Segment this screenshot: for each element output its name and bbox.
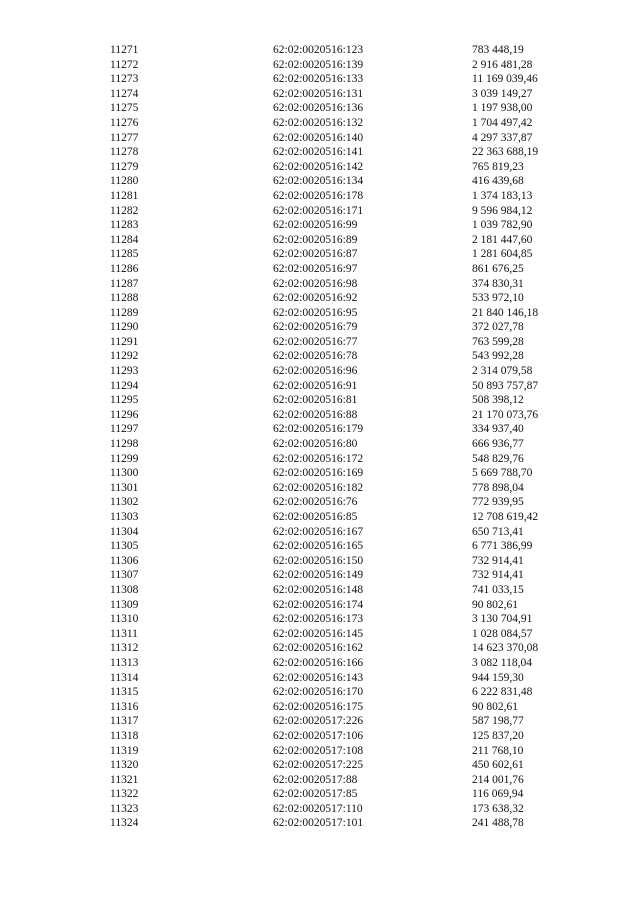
cadastral-number: 62:02:0020516:133 bbox=[273, 73, 364, 86]
cadastral-number: 62:02:0020516:97 bbox=[273, 262, 358, 275]
table-row bbox=[110, 758, 612, 773]
table-row bbox=[110, 43, 612, 58]
cadastral-number: 62:02:0020516:148 bbox=[273, 583, 364, 596]
cadastral-value: 2 181 447,60 bbox=[472, 233, 533, 246]
cadastral-value: 450 602,61 bbox=[472, 759, 524, 772]
table-row bbox=[110, 131, 612, 146]
row-number: 11319 bbox=[110, 744, 139, 757]
row-number: 11271 bbox=[110, 44, 139, 56]
cadastral-value: 666 936,77 bbox=[472, 438, 524, 451]
cadastral-number: 62:02:0020516:92 bbox=[273, 292, 358, 305]
cadastral-number: 62:02:0020516:162 bbox=[273, 642, 364, 655]
table-row bbox=[110, 554, 612, 569]
row-number: 11308 bbox=[110, 583, 139, 596]
table-row bbox=[110, 145, 612, 160]
cadastral-value: 3 130 704,91 bbox=[472, 613, 533, 626]
table-row bbox=[110, 335, 612, 350]
cadastral-value: 3 039 149,27 bbox=[472, 87, 533, 100]
row-number: 11323 bbox=[110, 802, 139, 815]
row-number: 11284 bbox=[110, 233, 139, 246]
cadastral-number: 62:02:0020516:172 bbox=[273, 452, 364, 465]
table-row bbox=[110, 306, 612, 321]
cadastral-number: 62:02:0020516:91 bbox=[273, 379, 358, 392]
cadastral-number: 62:02:0020516:179 bbox=[273, 423, 364, 436]
cadastral-value: 543 992,28 bbox=[472, 350, 524, 363]
cadastral-value: 548 829,76 bbox=[472, 452, 524, 465]
cadastral-number: 62:02:0020517:108 bbox=[273, 744, 364, 757]
row-number: 11315 bbox=[110, 686, 139, 699]
table-row bbox=[110, 568, 612, 583]
table-row bbox=[110, 641, 612, 656]
cadastral-value: 416 439,68 bbox=[472, 175, 524, 188]
row-number: 11282 bbox=[110, 204, 139, 217]
cadastral-number: 62:02:0020516:182 bbox=[273, 481, 364, 494]
cadastral-number: 62:02:0020517:88 bbox=[273, 773, 358, 786]
cadastral-value: 765 819,23 bbox=[472, 160, 524, 173]
table-row bbox=[110, 627, 612, 642]
row-number: 11294 bbox=[110, 379, 139, 392]
cadastral-number: 62:02:0020516:80 bbox=[273, 438, 358, 451]
row-number: 11322 bbox=[110, 788, 139, 801]
cadastral-value: 125 837,20 bbox=[472, 729, 524, 742]
table-row bbox=[110, 700, 612, 715]
cadastral-value: 6 771 386,99 bbox=[472, 540, 533, 553]
row-number: 11273 bbox=[110, 73, 139, 86]
cadastral-number: 62:02:0020516:140 bbox=[273, 131, 364, 144]
cadastral-number: 62:02:0020516:96 bbox=[273, 365, 358, 378]
table-row bbox=[110, 408, 612, 423]
cadastral-value: 12 708 619,42 bbox=[472, 511, 539, 523]
cadastral-value: 650 713,41 bbox=[472, 525, 524, 538]
row-number: 11302 bbox=[110, 496, 139, 509]
table-row bbox=[110, 320, 612, 335]
cadastral-number: 62:02:0020516:165 bbox=[273, 540, 364, 553]
row-number: 11313 bbox=[110, 656, 139, 669]
cadastral-number: 62:02:0020516:169 bbox=[273, 467, 364, 480]
table-row bbox=[110, 685, 612, 700]
cadastral-number: 62:02:0020516:88 bbox=[273, 408, 358, 421]
row-number: 11311 bbox=[110, 627, 138, 640]
row-number: 11318 bbox=[110, 729, 139, 742]
cadastral-value: 173 638,32 bbox=[472, 802, 524, 815]
row-number: 11324 bbox=[110, 817, 139, 830]
cadastral-number: 62:02:0020516:131 bbox=[273, 87, 364, 100]
row-number: 11316 bbox=[110, 700, 139, 713]
cadastral-number: 62:02:0020517:101 bbox=[273, 817, 364, 830]
cadastral-value: 1 028 084,57 bbox=[472, 627, 533, 640]
cadastral-value: 778 898,04 bbox=[472, 481, 524, 494]
cadastral-number: 62:02:0020516:150 bbox=[273, 554, 364, 567]
table-row bbox=[110, 116, 612, 131]
table-row bbox=[110, 422, 612, 437]
table-row bbox=[110, 466, 612, 481]
table-row bbox=[110, 481, 612, 496]
row-number: 11297 bbox=[110, 423, 139, 436]
row-number: 11287 bbox=[110, 277, 139, 290]
cadastral-number: 62:02:0020516:87 bbox=[273, 248, 358, 261]
row-number: 11317 bbox=[110, 715, 139, 728]
cadastral-number: 62:02:0020516:95 bbox=[273, 306, 358, 319]
table-row bbox=[110, 72, 612, 87]
table-row bbox=[110, 729, 612, 744]
row-number: 11321 bbox=[110, 773, 139, 786]
table-row bbox=[110, 379, 612, 394]
row-number: 11299 bbox=[110, 452, 139, 465]
cadastral-number: 62:02:0020517:226 bbox=[273, 715, 364, 728]
table-row bbox=[110, 87, 612, 102]
table-row bbox=[110, 277, 612, 292]
cadastral-number: 62:02:0020516:178 bbox=[273, 189, 364, 202]
cadastral-number: 62:02:0020516:139 bbox=[273, 58, 364, 71]
table-row bbox=[110, 291, 612, 306]
cadastral-value: 944 159,30 bbox=[472, 671, 524, 684]
cadastral-value: 5 669 788,70 bbox=[472, 467, 533, 480]
cadastral-number: 62:02:0020516:145 bbox=[273, 627, 364, 640]
table-row bbox=[110, 816, 612, 831]
cadastral-number: 62:02:0020516:81 bbox=[273, 394, 358, 407]
table-row bbox=[110, 495, 612, 510]
table-row bbox=[110, 612, 612, 627]
row-number: 11278 bbox=[110, 146, 139, 159]
table-row bbox=[110, 437, 612, 452]
cadastral-number: 62:02:0020516:136 bbox=[273, 102, 364, 115]
table-row bbox=[110, 58, 612, 73]
cadastral-value: 1 704 497,42 bbox=[472, 116, 533, 129]
cadastral-value: 508 398,12 bbox=[472, 394, 524, 407]
cadastral-value-table bbox=[110, 43, 612, 831]
row-number: 11291 bbox=[110, 335, 139, 348]
table-row bbox=[110, 598, 612, 613]
row-number: 11306 bbox=[110, 554, 139, 567]
cadastral-number: 62:02:0020516:99 bbox=[273, 219, 358, 232]
cadastral-number: 62:02:0020516:170 bbox=[273, 686, 364, 699]
table-row bbox=[110, 583, 612, 598]
cadastral-value: 21 840 146,18 bbox=[472, 306, 539, 319]
cadastral-value: 4 297 337,87 bbox=[472, 131, 533, 144]
row-number: 11290 bbox=[110, 321, 139, 334]
cadastral-value: 741 033,15 bbox=[472, 583, 524, 596]
cadastral-number: 62:02:0020517:225 bbox=[273, 759, 364, 772]
cadastral-value: 372 027,78 bbox=[472, 321, 524, 334]
table-row bbox=[110, 160, 612, 175]
row-number: 11300 bbox=[110, 467, 139, 480]
cadastral-value: 9 596 984,12 bbox=[472, 204, 533, 217]
row-number: 11279 bbox=[110, 160, 139, 173]
row-number: 11310 bbox=[110, 613, 139, 626]
row-number: 11295 bbox=[110, 394, 139, 407]
row-number: 11275 bbox=[110, 102, 139, 115]
cadastral-value: 6 222 831,48 bbox=[472, 686, 533, 699]
table-row bbox=[110, 349, 612, 364]
row-number: 11289 bbox=[110, 306, 139, 319]
cadastral-number: 62:02:0020516:167 bbox=[273, 525, 364, 538]
cadastral-number: 62:02:0020516:141 bbox=[273, 146, 364, 159]
table-row bbox=[110, 101, 612, 116]
cadastral-value: 21 170 073,76 bbox=[472, 408, 539, 421]
row-number: 11288 bbox=[110, 292, 139, 305]
table-row bbox=[110, 656, 612, 671]
cadastral-number: 62:02:0020516:79 bbox=[273, 321, 358, 334]
cadastral-number: 62:02:0020516:173 bbox=[273, 613, 364, 626]
row-number: 11312 bbox=[110, 642, 139, 655]
cadastral-value: 22 363 688,19 bbox=[472, 146, 539, 159]
cadastral-number: 62:02:0020517:85 bbox=[273, 788, 358, 801]
cadastral-value: 241 488,78 bbox=[472, 817, 524, 830]
cadastral-value: 732 914,41 bbox=[472, 554, 524, 567]
cadastral-number: 62:02:0020516:143 bbox=[273, 671, 364, 684]
table-row bbox=[110, 393, 612, 408]
row-number: 11301 bbox=[110, 481, 139, 494]
cadastral-value: 90 802,61 bbox=[472, 598, 518, 611]
row-number: 11293 bbox=[110, 365, 139, 378]
table-body bbox=[110, 43, 612, 831]
cadastral-number: 62:02:0020516:77 bbox=[273, 335, 358, 348]
row-number: 11285 bbox=[110, 248, 139, 261]
table-row bbox=[110, 247, 612, 262]
cadastral-number: 62:02:0020517:106 bbox=[273, 729, 364, 742]
cadastral-value: 861 676,25 bbox=[472, 262, 524, 275]
cadastral-number: 62:02:0020516:76 bbox=[273, 496, 358, 509]
row-number: 11305 bbox=[110, 540, 139, 553]
cadastral-value: 783 448,19 bbox=[472, 44, 524, 56]
table-row bbox=[110, 510, 612, 525]
row-number: 11272 bbox=[110, 58, 139, 71]
table-row bbox=[110, 364, 612, 379]
cadastral-number: 62:02:0020517:110 bbox=[273, 802, 363, 815]
table-row bbox=[110, 189, 612, 204]
table-row bbox=[110, 233, 612, 248]
cadastral-number: 62:02:0020516:134 bbox=[273, 175, 364, 188]
table-row bbox=[110, 671, 612, 686]
cadastral-value: 214 001,76 bbox=[472, 773, 524, 786]
cadastral-value: 1 374 183,13 bbox=[472, 189, 533, 202]
cadastral-number: 62:02:0020516:89 bbox=[273, 233, 358, 246]
cadastral-number: 62:02:0020516:98 bbox=[273, 277, 358, 290]
cadastral-value: 334 937,40 bbox=[472, 423, 524, 436]
cadastral-value: 2 916 481,28 bbox=[472, 58, 533, 71]
row-number: 11280 bbox=[110, 175, 139, 188]
table-row bbox=[110, 802, 612, 817]
cadastral-value: 587 198,77 bbox=[472, 715, 524, 728]
cadastral-number: 62:02:0020516:174 bbox=[273, 598, 364, 611]
row-number: 11286 bbox=[110, 262, 139, 275]
cadastral-number: 62:02:0020516:171 bbox=[273, 204, 364, 217]
cadastral-value: 374 830,31 bbox=[472, 277, 524, 290]
cadastral-value: 533 972,10 bbox=[472, 292, 524, 305]
table-row bbox=[110, 174, 612, 189]
row-number: 11304 bbox=[110, 525, 139, 538]
table-row bbox=[110, 787, 612, 802]
cadastral-number: 62:02:0020516:149 bbox=[273, 569, 364, 582]
row-number: 11303 bbox=[110, 511, 139, 523]
cadastral-value: 50 893 757,87 bbox=[472, 379, 539, 392]
cadastral-value: 2 314 079,58 bbox=[472, 365, 533, 378]
cadastral-number: 62:02:0020516:142 bbox=[273, 160, 364, 173]
row-number: 11283 bbox=[110, 219, 139, 232]
table-row bbox=[110, 452, 612, 467]
cadastral-number: 62:02:0020516:175 bbox=[273, 700, 364, 713]
cadastral-number: 62:02:0020516:78 bbox=[273, 350, 358, 363]
cadastral-value: 3 082 118,04 bbox=[472, 656, 532, 669]
row-number: 11307 bbox=[110, 569, 139, 582]
row-number: 11298 bbox=[110, 438, 139, 451]
cadastral-value: 11 169 039,46 bbox=[472, 73, 538, 86]
table-row bbox=[110, 539, 612, 554]
row-number: 11296 bbox=[110, 408, 139, 421]
cadastral-value: 1 281 604,85 bbox=[472, 248, 533, 261]
row-number: 11274 bbox=[110, 87, 139, 100]
row-number: 11292 bbox=[110, 350, 139, 363]
cadastral-value: 90 802,61 bbox=[472, 700, 518, 713]
table-row bbox=[110, 773, 612, 788]
row-number: 11320 bbox=[110, 759, 139, 772]
cadastral-number: 62:02:0020516:123 bbox=[273, 44, 364, 56]
table-row bbox=[110, 714, 612, 729]
cadastral-value: 211 768,10 bbox=[472, 744, 524, 757]
cadastral-value: 1 197 938,00 bbox=[472, 102, 533, 115]
cadastral-number: 62:02:0020516:85 bbox=[273, 511, 358, 523]
table-row bbox=[110, 218, 612, 233]
cadastral-value: 772 939,95 bbox=[472, 496, 524, 509]
cadastral-value: 763 599,28 bbox=[472, 335, 524, 348]
row-number: 11314 bbox=[110, 671, 139, 684]
table-row bbox=[110, 204, 612, 219]
table-row bbox=[110, 744, 612, 759]
row-number: 11309 bbox=[110, 598, 139, 611]
table-row bbox=[110, 262, 612, 277]
row-number: 11276 bbox=[110, 116, 139, 129]
table-row bbox=[110, 525, 612, 540]
cadastral-number: 62:02:0020516:166 bbox=[273, 656, 364, 669]
cadastral-number: 62:02:0020516:132 bbox=[273, 116, 364, 129]
cadastral-value: 116 069,94 bbox=[472, 788, 524, 801]
row-number: 11277 bbox=[110, 131, 139, 144]
cadastral-value: 732 914,41 bbox=[472, 569, 524, 582]
cadastral-value: 14 623 370,08 bbox=[472, 642, 539, 655]
cadastral-value: 1 039 782,90 bbox=[472, 219, 533, 232]
row-number: 11281 bbox=[110, 189, 139, 202]
